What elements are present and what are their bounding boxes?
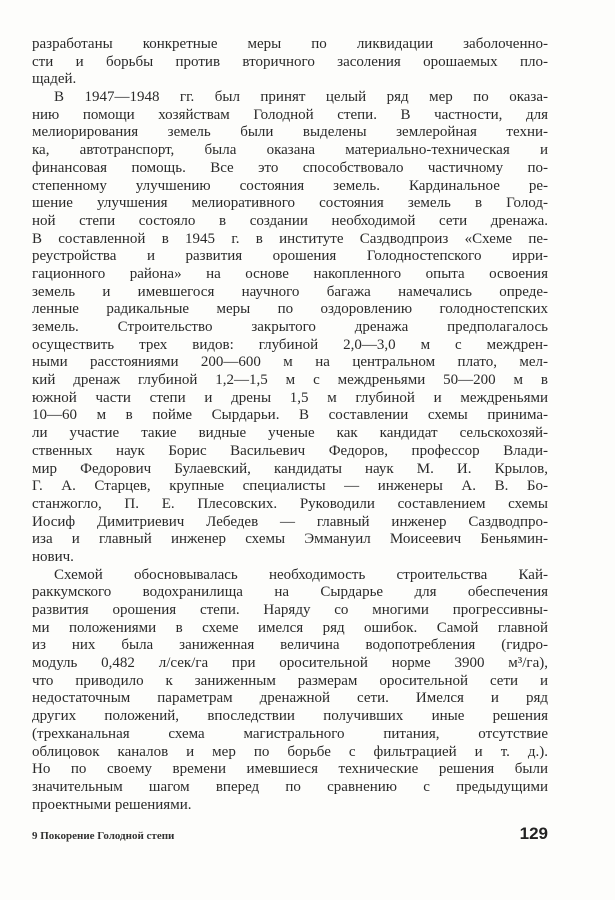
text-line: из них была заниженная величина водопотребления (гидро-: [32, 637, 548, 654]
text-line: значительным шагом вперед по сравнению с предыдущими: [32, 778, 548, 795]
page-footer: [32, 824, 548, 848]
text-line: ли участие такие видные ученые как кандидат сельскохозяй-: [32, 425, 548, 442]
text-line: 10—60 м в пойме Сырдарьи. В составлении схемы принима-: [32, 407, 548, 424]
text-line: Но по своему времени имевшиеся технические решения были: [32, 761, 548, 778]
text-line: ственных наук Борис Васильевич Федоров, профессор Влади-: [32, 442, 548, 459]
text-line: облицовок каналов и мер по борьбе с фильтрацией и т. д.).: [32, 743, 548, 760]
text-line: осуществить трех видов: глубиной 2,0—3,0 м с междрен-: [32, 336, 548, 353]
running-title: 9 Покорение Голодной степи: [32, 830, 175, 842]
text-line: что приводило к заниженным размерам оросительной сети и: [32, 672, 548, 689]
text-line: ми положениями в схеме имелся ряд ошибок. Самой главной: [32, 619, 548, 636]
text-line: развития орошения степи. Наряду со многими прогрессивны-: [32, 602, 548, 618]
text-line: степенному улучшению состояния земель. Кардинальное ре-: [32, 177, 548, 194]
page-number: 129: [519, 824, 548, 843]
text-line: В составленной в 1945 г. в институте Саздводпроиз «Схеме пе-: [32, 230, 548, 247]
text-line: Схемой обосновывалась необходимость строительства Кай-: [54, 566, 548, 583]
text-line: гационного района» на основе накопленного опыта освоения: [32, 265, 548, 282]
text-line: ной степи состояло в создании необходимой сети дренажа.: [32, 212, 548, 229]
text-line: Иосиф Димитриевич Лебедев — главный инженер Саздводпро-: [32, 513, 548, 530]
text-line: раккумского водохранилища на Сырдарье для обеспечения: [32, 584, 548, 601]
page-body: [32, 36, 548, 814]
text-line: (трехканальная схема магистрального питания, отсутствие: [32, 725, 548, 742]
text-line: мир Федорович Булаевский, кандидаты наук М. И. Крылов,: [32, 460, 548, 477]
text-line: иза и главный инженер схемы Эммануил Моисеевич Беньямин-: [32, 531, 548, 548]
text-line: кий дренаж глубиной 1,2—1,5 м с междреньями 50—200 м в: [32, 372, 548, 389]
text-line: нию помощи хозяйствам Голодной степи. В частности, для: [32, 106, 548, 123]
text-line: модуль 0,482 л/сек/га при оросительной норме 3900 м³/га),: [32, 655, 548, 672]
text-line: ка, автотранспорт, была оказана материально-техническая и: [32, 142, 548, 159]
text-line: сти и борьбы против вторичного засоления орошаемых пло-: [32, 53, 548, 70]
text-line: станжогло, П. Е. Плесовских. Руководили составлением схемы: [32, 495, 548, 512]
text-line: В 1947—1948 гг. был принят целый ряд мер по оказа-: [54, 89, 548, 106]
text-line: щадей.: [32, 71, 77, 88]
text-line: других положений, впоследствии получивших иные решения: [32, 708, 548, 725]
text-line: южной части степи и дрены 1,5 м глубиной и междреньями: [32, 389, 548, 406]
paragraph: [32, 36, 548, 89]
text-line: реустройства и развития орошения Голодностепского ирри-: [32, 248, 548, 265]
text-line: недостаточным параметрам дренажной сети. Имелся и ряд: [32, 690, 548, 707]
text-line: финансовая помощь. Все это способствовало частичному по-: [32, 159, 548, 176]
paragraph: [32, 89, 548, 567]
text-line: разработаны конкретные меры по ликвидации заболоченно-: [32, 36, 548, 52]
text-line: проектными решениями.: [32, 796, 192, 813]
text-line: ными расстояниями 200—600 м на центральном плато, мел-: [32, 354, 548, 371]
text-line: мелиорирования земель были выделены землеройная техни-: [32, 124, 548, 141]
text-line: земель и имевшегося научного багажа намечались опреде-: [32, 283, 548, 300]
text-line: нович.: [32, 548, 74, 565]
paragraph: [32, 567, 548, 815]
text-line: шение улучшения мелиоративного состояния земель в Голод-: [32, 195, 548, 212]
text-line: ленные радикальные меры по оздоровлению голодностепских: [32, 301, 548, 318]
text-line: земель. Строительство закрытого дренажа предполагалось: [32, 319, 548, 335]
text-line: Г. А. Старцев, крупные специалисты — инженеры А. В. Бо-: [32, 478, 548, 495]
